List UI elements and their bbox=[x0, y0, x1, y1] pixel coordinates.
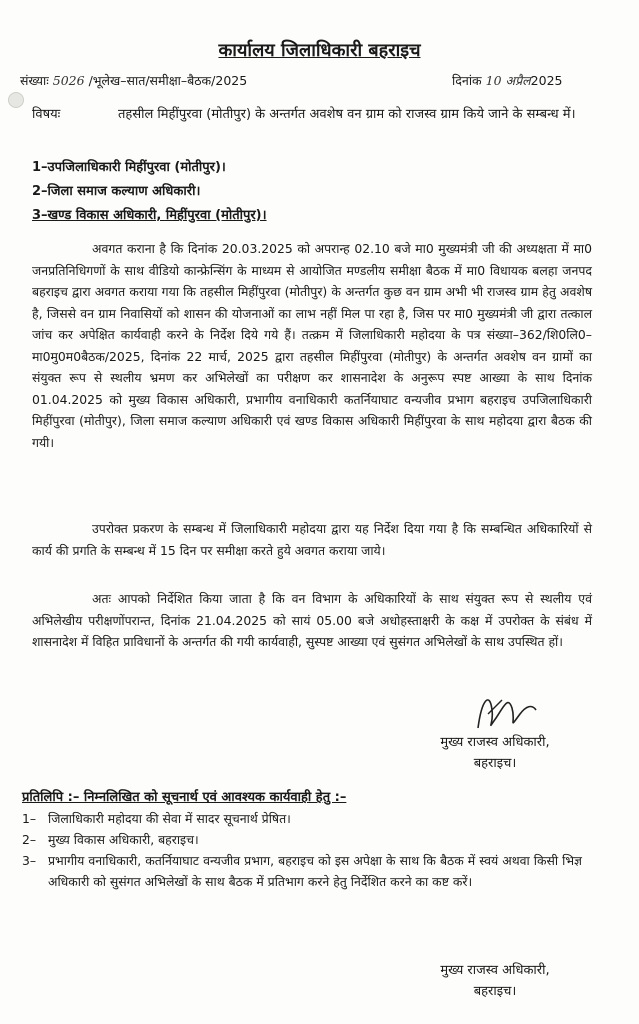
copy-item-text: मुख्य विकास अधिकारी, बहराइच। bbox=[48, 832, 199, 847]
signature-block-1 bbox=[410, 732, 580, 774]
addressee-2: 2–जिला समाज कल्याण अधिकारी। bbox=[32, 184, 201, 199]
addressee-3: 3–खण्ड विकास अधिकारी, मिहींपुरवा (मोतीपुर)। bbox=[32, 208, 267, 223]
copy-item bbox=[22, 850, 582, 892]
office-title: कार्यालय जिलाधिकारी बहराइच bbox=[218, 40, 421, 61]
body-paragraph-3: अतः आपको निर्देशित किया जाता है कि वन विभाग के अधिकारियों के साथ संयुक्त रूप से स्थलीय एवं अभिलेखीय परीक्षणोंपरान्त, दिनांक 21.04.2025 को सायं 05.00 बजे अधोहस्ताक्षरी के कक्ष में उपरोक्त के संबंध में शासनादेश में विहित प्राविधानों के अन्तर्गत की गयी कार्यवाही, सुस्पष्ट आख्या एवं सुसंगत अभिलेखों के साथ उपस्थित हों। bbox=[32, 591, 592, 649]
copy-item-text: जिलाधिकारी महोदया की सेवा में सादर सूचनार्थ प्रेषित। bbox=[48, 811, 291, 826]
ref-rest: /भूलेख–सात/समीक्षा–बैठक/2025 bbox=[88, 73, 248, 88]
copy-heading: प्रतिलिपि :– निम्नलिखित को सूचनार्थ एवं आवश्यक कार्यवाही हेतु :– bbox=[22, 790, 347, 805]
punch-hole bbox=[8, 92, 24, 108]
copy-item-number: 2– bbox=[22, 832, 37, 847]
body-paragraph-2: उपरोक्त प्रकरण के सम्बन्ध में जिलाधिकारी महोदया द्वारा यह निर्देश दिया गया है कि सम्बन्धित अधिकारियों से कार्य की प्रगति के सम्बन्ध में 15 दिन पर समीक्षा करते हुये अवगत कराया जाये। bbox=[32, 521, 592, 558]
signature-block-2 bbox=[410, 960, 580, 1002]
subject-label: विषयः bbox=[32, 107, 61, 122]
signatory-designation: मुख्य राजस्व अधिकारी, bbox=[440, 963, 550, 978]
copy-item bbox=[22, 829, 582, 850]
addressee-1: 1–उपजिलाधिकारी मिहींपुरवा (मोतीपुर)। bbox=[32, 160, 226, 175]
signatory-place: बहराइच। bbox=[473, 756, 517, 771]
subject-text: तहसील मिहींपुरवा (मोतीपुर) के अन्तर्गत अवशेष वन ग्राम को राजस्व ग्राम किये जाने के सम्बन्ध में। bbox=[118, 107, 576, 122]
ref-handwritten-number: 5026 bbox=[52, 73, 85, 88]
body-paragraph-1: अवगत कराना है कि दिनांक 20.03.2025 को अपरान्ह 02.10 बजे मा0 मुख्यमंत्री जी की अध्यक्षता में मा0 जनप्रतिनिधिगणों के साथ वीडियो कान्फ्रेन्सिंग के माध्यम से आयोजित मण्डलीय समीक्षा बैठक में मा0 विधायक बलहा जनपद बहराइच द्वारा अवगत कराया गया कि तहसील मिहींपुरवा (मोतीपुर) के अन्तर्गत कुछ वन ग्राम अभी भी राजस्व ग्राम हेतु अवशेष है, जिससे वन ग्राम निवासियों को शासन की योजनाओं का लाभ नहीं मिल पा रहा है, जिस पर मा0 मुख्यमंत्री जी द्वारा तत्काल जांच कर अपेक्षित कार्यवाही करने के निर्देश दिये गये हैं। तत्क्रम में जिलाधिकारी महोदया के पत्र संख्या–362/शि0लि0–मा0मु0म0बैठक/2025, दिनांक 22 मार्च, 2025 द्वारा तहसील मिहींपुरवा (मोतीपुर) के अन्तर्गत अवशेष वन ग्रामों का संयुक्त रूप से स्थलीय भ्रमण कर अभिलेखों का परीक्षण कर शासनादेश के अनुरूप स्पष्ट आख्या के साथ दिनांक 01.04.2025 को मुख्य विकास अधिकारी, प्रभागीय वनाधिकारी कतर्नियाघाट वन्यजीव प्रभाग बहराइच उपजिलाधिकारी मिहींपुरवा (मोतीपुर), जिला समाज कल्याण अधिकारी एवं खण्ड विकास अधिकारी मिहींपुरवा के साथ महोदया द्वारा बैठक की गयी। bbox=[32, 241, 592, 450]
letter-date bbox=[452, 72, 562, 89]
copy-item bbox=[22, 808, 582, 829]
signatory-designation: मुख्य राजस्व अधिकारी, bbox=[440, 735, 550, 750]
signatory-place: बहराइच। bbox=[473, 984, 517, 999]
signature-scribble bbox=[468, 688, 540, 738]
ref-label: संख्याः bbox=[20, 73, 49, 88]
date-year: 2025 bbox=[530, 73, 563, 88]
reference-number bbox=[20, 72, 247, 89]
copy-item-text: प्रभागीय वनाधिकारी, कतर्नियाघाट वन्यजीव प्रभाग, बहराइच को इस अपेक्षा के साथ कि बैठक में स्वयं अथवा किसी भिज्ञ अधिकारी को सुसंगत अभिलेखों के साथ बैठक में प्रतिभाग करने हेतु निर्देशित करने का कष्ट करें। bbox=[48, 853, 582, 889]
date-label: दिनांक bbox=[452, 73, 482, 88]
date-handwritten: 10 अप्रैल bbox=[485, 73, 531, 88]
copy-item-number: 1– bbox=[22, 811, 37, 826]
copy-item-number: 3– bbox=[22, 853, 37, 868]
